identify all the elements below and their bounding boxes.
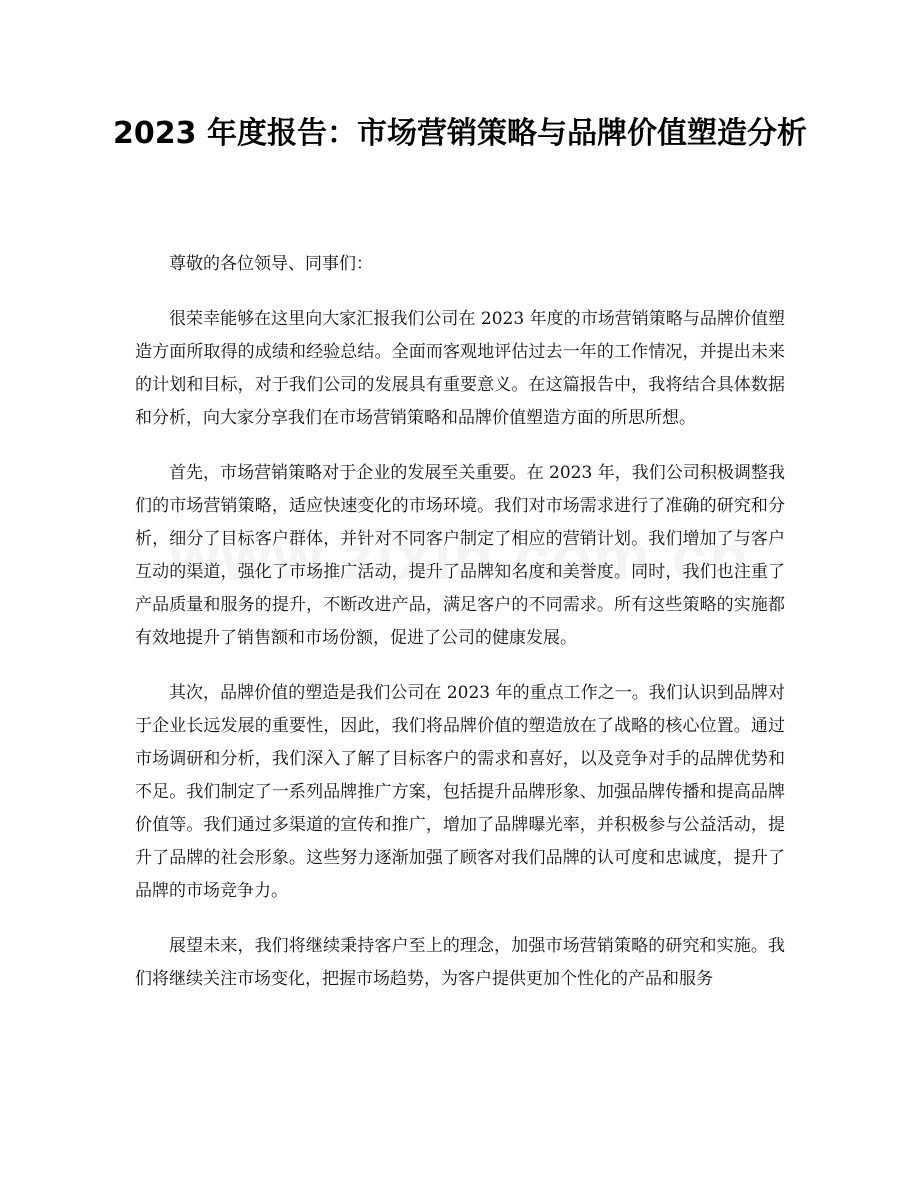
salutation-paragraph: 尊敬的各位领导、同事们： — [169, 254, 373, 274]
brand-value-paragraph: 其次，品牌价值的塑造是我们公司在 2023 年的重点工作之一。我们认识到品牌对于企业长远发展的重要性，因此，我们将品牌价值的塑造放在了战略的核心位置。通过市场调研和分析，我们深入了解了目标客户的需求和喜好，以及竞争对手的品牌优势和不足。我们制定了一系列品牌推广方案，包括提升品牌形象、加强品牌传播和提高品牌价值等。我们通过多渠道的宣传和推广，增加了品牌曝光率，并积极参与公益活动，提升了品牌的社会形象。这些努力逐渐加强了顾客对我们品牌的认可度和忠诚度，提升了品牌的市场竞争力。 — [135, 683, 785, 901]
intro-paragraph: 很荣幸能够在这里向大家汇报我们公司在 2023 年度的市场营销策略与品牌价值塑造方面所取得的成绩和经验总结。全面而客观地评估过去一年的工作情况，并提出未来的计划和目标，对于我们公司的发展具有重要意义。在这篇报告中，我将结合具体数据和分析，向大家分享我们在市场营销策略和品牌价值塑造方面的所思所想。 — [135, 309, 785, 428]
document-title: 2023 年度报告：市场营销策略与品牌价值塑造分析 — [113, 116, 807, 151]
marketing-strategy-paragraph: 首先，市场营销策略对于企业的发展至关重要。在 2023 年，我们公司积极调整我们的市场营销策略，适应快速变化的市场环境。我们对市场需求进行了准确的研究和分析，细分了目标客户群体，并针对不同客户制定了相应的营销计划。我们增加了与客户互动的渠道，强化了市场推广活动，提升了品牌知名度和美誉度。同时，我们也注重了产品质量和服务的提升，不断改进产品，满足客户的不同需求。所有这些策略的实施都有效地提升了销售额和市场份额，促进了公司的健康发展。 — [135, 463, 785, 648]
document-body — [135, 248, 785, 1018]
outlook-paragraph: 展望未来，我们将继续秉持客户至上的理念，加强市场营销策略的研究和实施。我们将继续关注市场变化，把握市场趋势，为客户提供更加个性化的产品和服务 — [135, 936, 785, 989]
